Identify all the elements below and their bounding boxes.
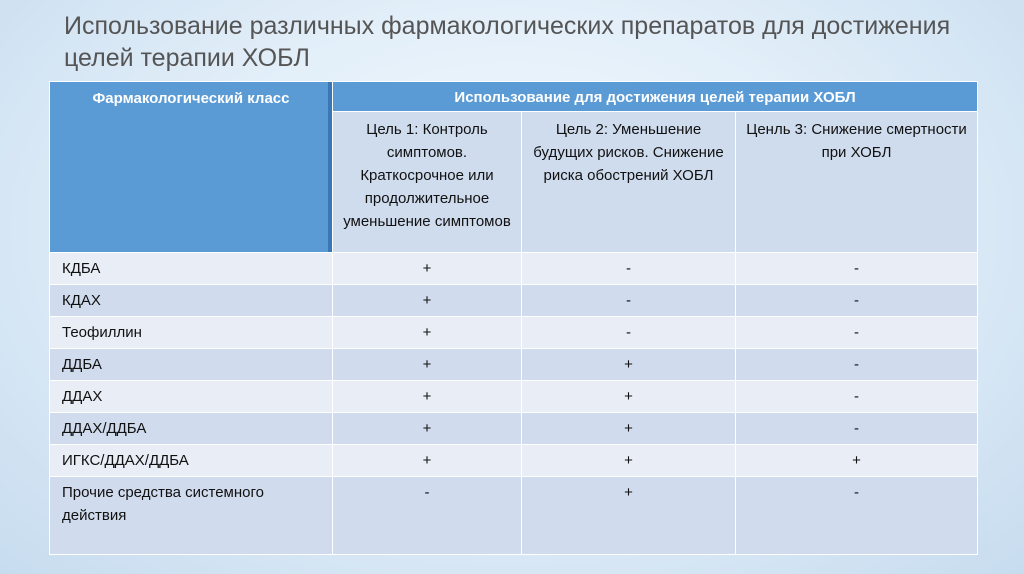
table-row [50,445,978,477]
goal-3-cell: - [736,349,978,381]
goal-3-cell: + [736,445,978,477]
row-class-cell: Теофиллин [50,317,333,349]
goal-3-cell: - [736,253,978,285]
slide-title: Использование различных фармакологических препаратов для достижения целей терапии ХОБЛ [64,12,951,72]
table-row [50,317,978,349]
goal-1-cell: + [333,413,522,445]
header-pharmacological-class: Фармакологический класс [50,82,333,253]
goal-3-cell: - [736,285,978,317]
header-goal-3: Ценль 3: Снижение смертности при ХОБЛ [736,112,978,253]
goal-2-cell: - [522,317,736,349]
table-row [50,285,978,317]
goal-3-cell: - [736,381,978,413]
table-row [50,477,978,555]
table-row [50,253,978,285]
table-row [50,349,978,381]
goal-1-cell: + [333,349,522,381]
goal-1-cell: - [333,477,522,555]
therapy-goals-table [49,81,978,555]
goal-2-cell: - [522,285,736,317]
goal-3-cell: - [736,413,978,445]
goal-3-cell: - [736,477,978,555]
row-class-cell: ДДАХ/ДДБА [50,413,333,445]
goal-2-cell: + [522,477,736,555]
goal-2-cell: - [522,253,736,285]
goal-2-cell: + [522,445,736,477]
header-goals-group: Использование для достижения целей терапии ХОБЛ [333,82,978,112]
table-row [50,381,978,413]
row-class-cell: Прочие средства системного действия [50,477,333,555]
row-class-cell: КДБА [50,253,333,285]
row-class-cell: ИГКС/ДДАХ/ДДБА [50,445,333,477]
header-goal-2: Цель 2: Уменьшение будущих рисков. Снижение риска обострений ХОБЛ [522,112,736,253]
goal-2-cell: + [522,381,736,413]
row-class-cell: КДАХ [50,285,333,317]
table-row [50,413,978,445]
goal-3-cell: - [736,317,978,349]
goal-2-cell: + [522,349,736,381]
goal-1-cell: + [333,445,522,477]
goal-1-cell: + [333,285,522,317]
row-class-cell: ДДБА [50,349,333,381]
header-goal-1: Цель 1: Контроль симптомов. Краткосрочное или продолжительное уменьшение симптомов [333,112,522,253]
goal-1-cell: + [333,317,522,349]
goal-2-cell: + [522,413,736,445]
goal-1-cell: + [333,381,522,413]
row-class-cell: ДДАХ [50,381,333,413]
goal-1-cell: + [333,253,522,285]
